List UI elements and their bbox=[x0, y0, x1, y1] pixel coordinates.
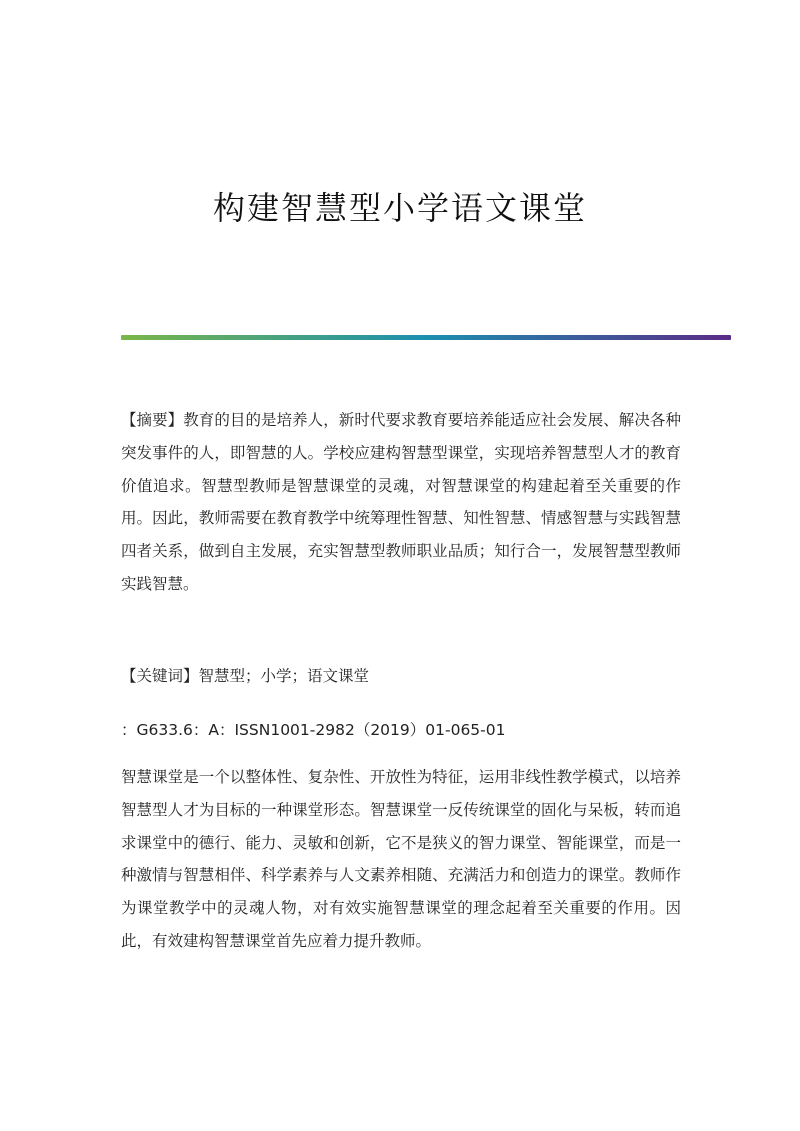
title-divider bbox=[121, 335, 731, 340]
keywords-label: 【关键词】 bbox=[121, 667, 199, 685]
abstract-text: 教育的目的是培养人，新时代要求教育要培养能适应社会发展、解决各种突发事件的人，即智慧的人。学校应建构智慧型课堂，实现培养智慧型人才的教育价值追求。智慧型教师是智慧课堂的灵魂，对智慧课堂的构建起着至关重要的作用。因此，教师需要在教育教学中统筹理性智慧、知性智慧、情感智慧与实践智慧四者关系，做到自主发展，充实智慧型教师职业品质；知行合一，发展智慧型教师实践智慧。 bbox=[121, 411, 681, 593]
abstract-section bbox=[121, 404, 681, 601]
classification-line: ：G633.6：A：ISSN1001-2982（2019）01-065-01 bbox=[121, 721, 506, 739]
document-title: 构建智慧型小学语文课堂 bbox=[212, 189, 587, 227]
body-paragraph: 智慧课堂是一个以整体性、复杂性、开放性为特征，运用非线性教学模式，以培养智慧型人才为目标的一种课堂形态。智慧课堂一反传统课堂的固化与呆板，转而追求课堂中的德行、能力、灵敏和创新，它不是狭义的智力课堂、智能课堂，而是一种激情与智慧相伴、科学素养与人文素养相随、充满活力和创造力的课堂。教师作为课堂教学中的灵魂人物，对有效实施智慧课堂的理念起着至关重要的作用。因此，有效建构智慧课堂首先应着力提升教师。 bbox=[121, 768, 681, 950]
abstract-label: 【摘要】 bbox=[121, 411, 184, 429]
keywords-text: 智慧型；小学；语文课堂 bbox=[198, 667, 370, 685]
keywords-section bbox=[121, 660, 681, 693]
